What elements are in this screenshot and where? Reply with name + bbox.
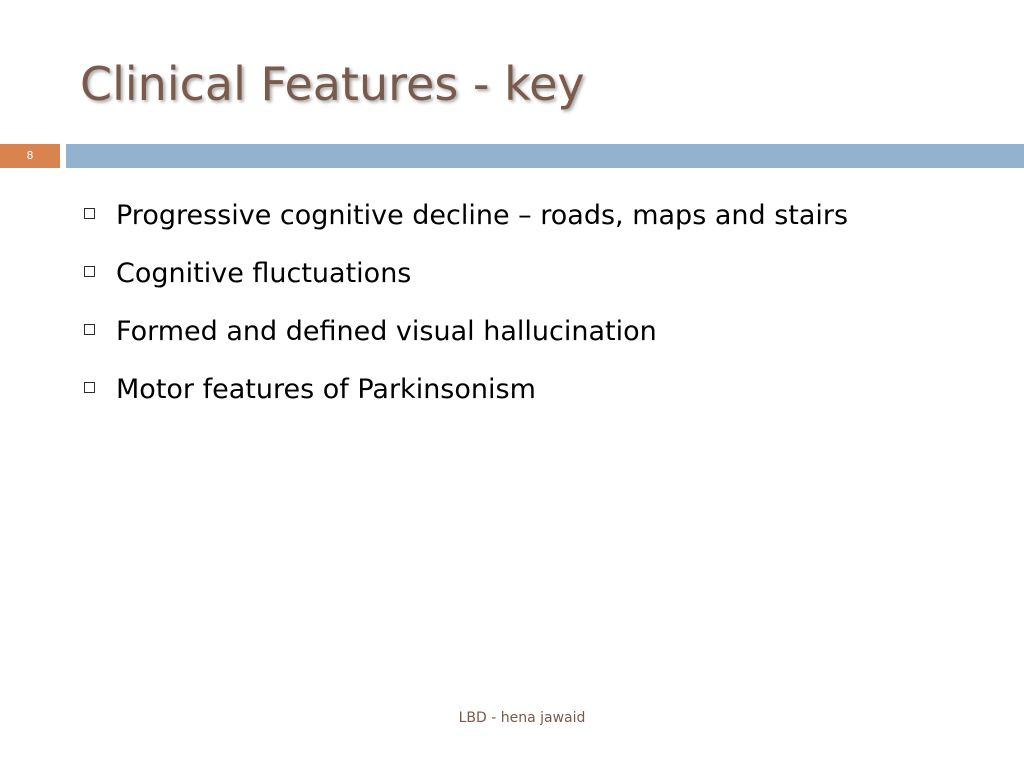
bullet-item [80, 308, 940, 356]
accent-bar [66, 144, 1024, 168]
slide-number: 8 [0, 144, 60, 168]
bullet-item [80, 366, 940, 414]
square-bullet-icon [84, 266, 95, 277]
slide-footer: LBD - hena jawaid [458, 710, 586, 726]
square-bullet-icon [84, 382, 95, 393]
slide-title: Clinical Features - key [80, 57, 585, 111]
bullet-text: Progressive cognitive decline – roads, maps and stairs [116, 200, 849, 231]
square-bullet-icon [84, 324, 95, 335]
bullet-text: Cognitive fluctuations [116, 258, 412, 289]
bullet-list [80, 192, 940, 424]
bullet-text: Motor features of Parkinsonism [116, 374, 536, 405]
bullet-text: Formed and defined visual hallucination [116, 316, 657, 347]
square-bullet-icon [84, 208, 95, 219]
bullet-item [80, 192, 940, 240]
bullet-item [80, 250, 940, 298]
